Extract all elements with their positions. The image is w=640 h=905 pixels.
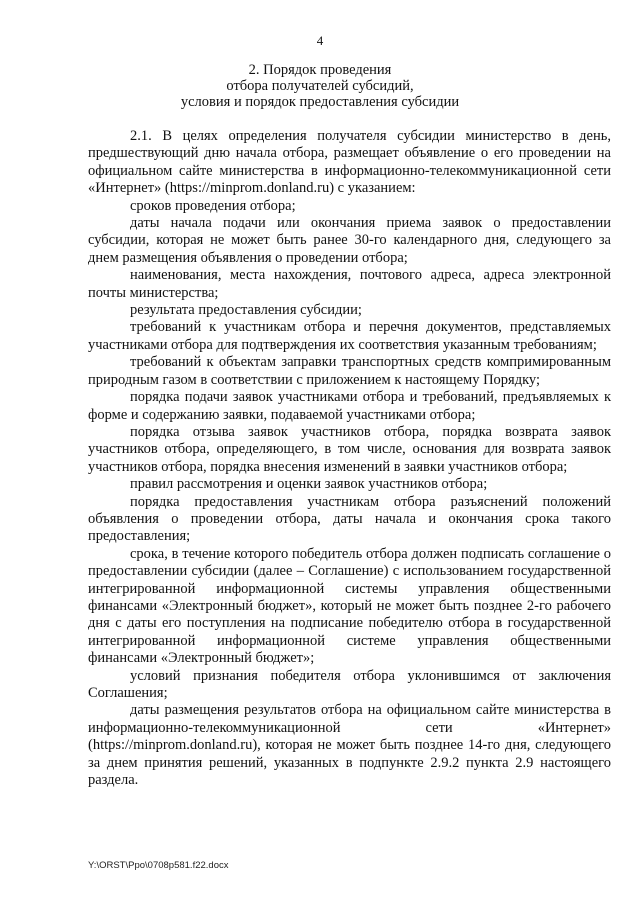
section-heading [0,62,640,110]
paragraph: порядка предоставления участникам отбора разъяснений положений объявления о проведении отбора, даты начала и окончания срока такого предоставления; [88,493,611,545]
paragraph: порядка подачи заявок участниками отбора и требований, предъявляемых к форме и содержанию заявки, подаваемой участниками отбора; [88,389,611,423]
page-number: 4 [316,33,324,48]
paragraph: порядка отзыва заявок участников отбора, порядка возврата заявок участников отбора, определяющего, в том числе, основания для возврата заявок участников отбора, порядка внесения изменений в заявки участников отбора; [88,423,611,475]
paragraph: срока, в течение которого победитель отбора должен подписать соглашение о предоставлении субсидии (далее – Соглашение) с использованием государственной интегрированной информационной системы управления общественными финансами «Электронный бюджет», который не может быть позднее 2-го рабочего дня с даты его поступления на подписание победителю отбора в государственной интегрированной информационной системе управления общественными финансами «Электронный бюджет»; [88,545,611,667]
paragraph: даты начала подачи или окончания приема заявок о предоставлении субсидии, которая не может быть ранее 30-го календарного дня, следующего за днем размещения объявления о проведении отбора; [88,215,611,266]
paragraph: даты размещения результатов отбора на официальном сайте министерства в информационно-телекоммуникационной сети «Интернет» (https://minprom.donland.ru), которая не может быть позднее 14-го дня, следующего за днем принятия решений, указанных в подпункте 2.9.2 пункта 2.9 настоящего раздела. [88,702,611,789]
paragraph: требований к участникам отбора и перечня документов, представляемых участниками отбора для подтверждения их соответствия указанным требованиям; [88,319,611,353]
paragraph: правил рассмотрения и оценки заявок участников отбора; [130,476,488,493]
paragraph: результата предоставления субсидии; [130,302,362,319]
paragraph: условий признания победителя отбора уклонившимся от заключения Соглашения; [88,667,611,701]
section-heading-line: 2. Порядок проведения [248,62,392,78]
paragraph: 2.1. В целях определения получателя субсидии министерство в день, предшествующий дню начала отбора, размещает объявление о его проведении на официальном сайте министерства в информационно-телекоммуникационной сети «Интернет» (https://minprom.donland.ru) с указанием: [88,128,611,197]
file-path-footer: Y:\ORST\Ppo\0708p581.f22.docx [88,860,229,871]
paragraph: наименования, места нахождения, почтового адреса, адреса электронной почты министерства; [88,267,611,301]
document-body [88,128,611,789]
section-heading-line: отбора получателей субсидий, [226,78,414,94]
paragraph: требований к объектам заправки транспортных средств компримированным природным газом в соответствии с приложением к настоящему Порядку; [88,354,611,388]
paragraph: сроков проведения отбора; [130,197,296,214]
section-heading-line: условия и порядок предоставления субсидии [180,94,460,110]
